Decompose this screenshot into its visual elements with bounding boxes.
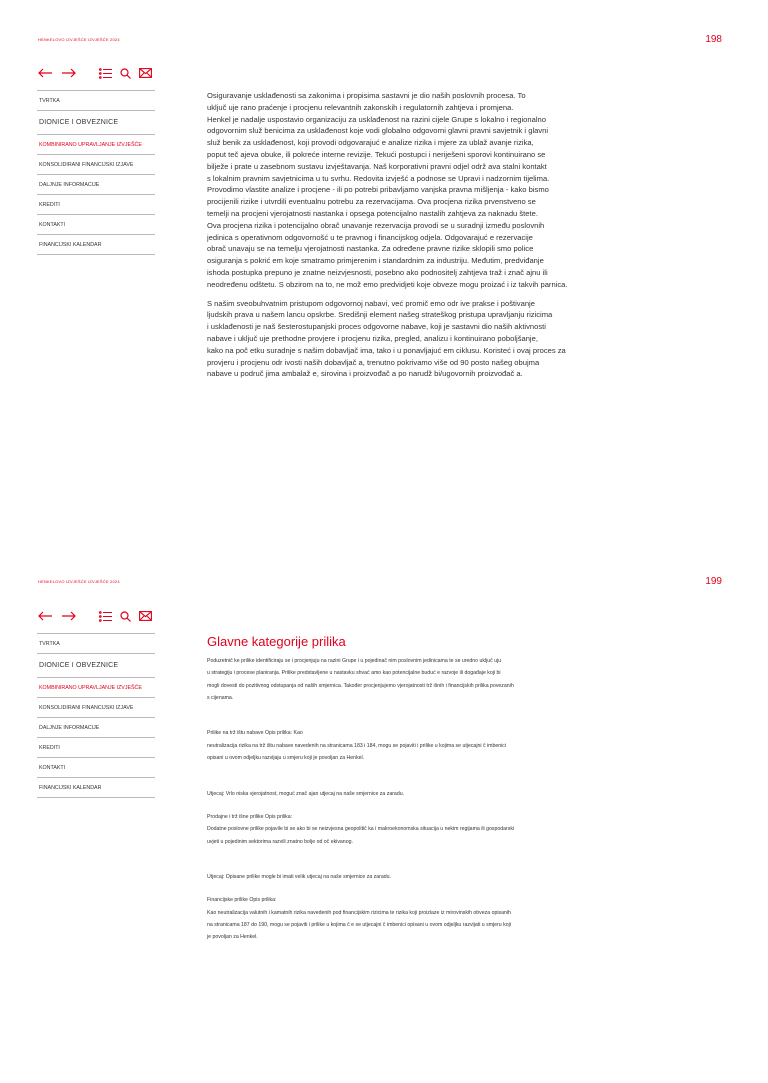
search-icon[interactable] xyxy=(120,68,131,79)
arrow-left-icon[interactable] xyxy=(37,611,53,621)
nav-item-krediti[interactable]: KREDITI xyxy=(37,738,155,758)
body-text xyxy=(207,90,607,387)
list-icon[interactable] xyxy=(99,68,112,79)
section-heading: Glavne kategorije prilika xyxy=(207,634,346,649)
body-text xyxy=(207,655,607,955)
page-198 xyxy=(0,0,768,540)
list-icon[interactable] xyxy=(99,611,112,622)
paragraph: Financijske prilike Opis prilika: Kao neutralizacija valutnih i kamatnih rizika navedenih pod financijskim rizicima te rizika koji proizlaze iz mirovinskih obveza opisanih na stranicama 187 do 190, mogu se pojaviti i prilike u kojima č e se utjecajni č imbenici opisani u ovom odjeljku razvijati u smjeru koji je povoljan za Henkel. xyxy=(207,897,511,941)
page-199 xyxy=(0,543,768,1083)
paragraph: Utjecaj: Opisane prilike mogle bi imati velik utjecaj na naše smjernice za zaradu. xyxy=(207,874,391,881)
nav-item-daljnje[interactable]: DALJNJE INFORMACIJE xyxy=(37,175,155,195)
paragraph: Osiguravanje usklađenosti sa zakonima i propisima sastavni je dio naših poslovnih procesa. To uključ uje rano praćenje i procjenu relevantnih zakonskih i regulatornih zahtjeva i promjena. Henkel je nadalje uspostavio organizaciju za usklađenost na razini cijele Grupe s lokalno i regionalno odgovornim služ benicima za usklađenost koje vodi globalno odgovorni glavni pravni savjetnik i glavni služ benik za usklađenost, koji provodi odgovarajuć e analize rizika i mjere za ublaž avanje rizika, poput teč ajeva obuke, ili pokreće interne revizije. Tekući postupci i neriješeni sporovi kontinuirano se bilježe i prate u zasebnom sustavu izvještavanja. Naš korporativni pravni odjel održ ava stalni kontakt s lokalnim pravnim savjetnicima u tu svrhu. Redovita izvješć a podnose se Upravi i nadzornim tijelima. Provodimo vlastite analize i procjene - ili po potrebi pribavljamo vanjska pravna mišljenja - kako bismo procijenili rizike i utvrdili eventualnu potrebu za rezervacijama. Ova procjena rizika prvenstveno se temelji na procjeni vjerojatnosti nastanka i opsega potencijalno nastalih zahtjeva za naknadu štete. Ova procjena rizika i potencijalno obrač unavanje rezervacija provodi se u suradnji između poslovnih jedinica s operativnom odgovornošć u te pravnog i financijskog odjela. Odgovarajuć e rezervacije obrač unavaju se na temelju vjerojatnosti nastanka. Za određene pravne rizike sklopili smo police osiguranja s pokrić em koje smatramo primjerenim i standardnim za industriju. Međutim, predviđanje ishoda postupka prepuno je znatne neizvjesnosti, posebno ako podnositelj zahtjeva traž i znač ajnu ili neodređenu odštetu. S obzirom na to, ne mož emo predvidjeti koje obveze mogu proizać i iz takvih parnica. xyxy=(207,91,568,289)
page-number: 198 xyxy=(705,34,722,45)
search-icon[interactable] xyxy=(120,611,131,622)
paragraph: Prodajne i trž išne prilike Opis prilika: Dodatne poslovne prilike pojavile bi se ako bi se neizvjesna geopolitič ka i makroekonomska situacija u nekim regijama ili gospodarski uvjeti u pojedinim sektorima razvili znatno bolje od oč ekivanog. xyxy=(207,813,515,845)
paragraph: S našim sveobuhvatnim pristupom odgovornoj nabavi, već promič emo odr ive prakse i poštivanje ljudskih prava u našem lancu opskrbe. Središnji element našeg strateškog pristupa upravljanju rizicima i usklađenosti je naš šesterostupanjski proces odgovorne nabave, koji je sastavni dio naših aktivnosti nabave i uključ uje prethodne provjere i procjenu rizika, pregled, analizu i kontinuirano poboljšanje, kako na poč etku suradnje s našim dobavljač ima, tako i u ponavljajuć em ciklusu. Koristeć i ovaj proces za provjeru i procjenu odr ivosti naših dobavljač a, trenutno pokrivamo više od 90 posto našeg obujma nabave u područ jima ambalaž e, sirovina i proizvođač a po narudž bi/ugovornih proizvođač a. xyxy=(207,298,566,379)
nav-item-kalendar[interactable]: FINANCIJSKI KALENDAR xyxy=(37,778,155,798)
nav-item-tvrtka[interactable]: TVRTKA xyxy=(37,91,155,111)
arrow-right-icon[interactable] xyxy=(61,611,77,621)
report-title: HENKELOVO IZVJEŠĆE IZVJEŠĆE 2024 xyxy=(38,579,120,584)
nav-item-kombinirano[interactable]: KOMBINIRANO UPRAVLJANJE IZVJEŠĆE xyxy=(37,135,155,155)
nav-item-konsolidirani[interactable]: KONSOLIDIRANI FINANCIJSKI IZJAVE xyxy=(37,698,155,718)
paragraph: Poduzetnič ke prilike identificiraju se i procjenjuju na razini Grupe i u pojedinač nim poslovnim jedinicama te se uredno uključ uju u strategiju i procese planiranja. Prilike predstavljene u nastavku shvać amo kao potencijalne buduć e razvoje ili događaje koji bi mogli dovesti do pozitivnog odstupanja od naših smjernica. Također procjenjujemo vjerojatnosti trž išnih i financijskih prilika povezanih s cijenama. xyxy=(207,658,514,701)
nav-item-daljnje[interactable]: DALJNJE INFORMACIJE xyxy=(37,718,155,738)
nav-item-tvrtka[interactable]: TVRTKA xyxy=(37,634,155,654)
sidebar-nav xyxy=(37,90,155,255)
arrow-right-icon[interactable] xyxy=(61,68,77,78)
nav-item-kontakti[interactable]: KONTAKTI xyxy=(37,758,155,778)
nav-item-dionice[interactable]: DIONICE I OBVEZNICE xyxy=(37,111,155,135)
nav-item-kontakti[interactable]: KONTAKTI xyxy=(37,215,155,235)
page-number: 199 xyxy=(705,576,722,587)
nav-item-krediti[interactable]: KREDITI xyxy=(37,195,155,215)
mail-icon[interactable] xyxy=(139,611,152,621)
mail-icon[interactable] xyxy=(139,68,152,78)
paragraph: Prilike na trž ištu nabave Opis prilika: Kao neutralizacija rizika na trž ištu nabave navedenih na stranicama 183 i 184, mogu se pojaviti i prilike u kojima se utjecajni č imbenici opisani u ovom odjeljku razvijaju u smjeru koji je povoljan za Henkel. xyxy=(207,730,507,762)
nav-item-kombinirano[interactable]: KOMBINIRANO UPRAVLJANJE IZVJEŠĆE xyxy=(37,678,155,698)
toolbar xyxy=(37,609,160,623)
nav-item-konsolidirani[interactable]: KONSOLIDIRANI FINANCIJSKI IZJAVE xyxy=(37,155,155,175)
toolbar xyxy=(37,66,160,80)
paragraph: Utjecaj: Vrlo niska vjerojatnost, moguć znač ajan utjecaj na naše smjernice za zaradu. xyxy=(207,790,405,797)
arrow-left-icon[interactable] xyxy=(37,68,53,78)
nav-item-dionice[interactable]: DIONICE I OBVEZNICE xyxy=(37,654,155,678)
sidebar-nav xyxy=(37,633,155,798)
report-title: HENKELOVO IZVJEŠĆE IZVJEŠĆE 2024 xyxy=(38,37,120,42)
nav-item-kalendar[interactable]: FINANCIJSKI KALENDAR xyxy=(37,235,155,255)
